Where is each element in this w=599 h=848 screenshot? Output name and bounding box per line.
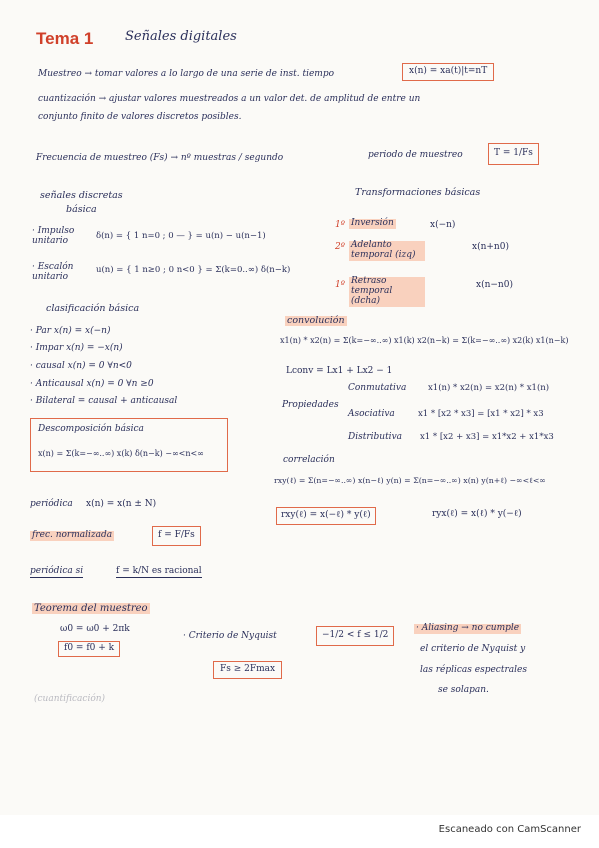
scanner-footer: [0, 815, 599, 848]
transf-3-formula: x(n−n0): [476, 280, 513, 290]
cuantizacion-line-1: cuantización → ajustar valores muestreados a un valor det. de amplitud de entre un: [38, 94, 421, 104]
propiedad-asociativa-name: Asociativa: [348, 409, 395, 419]
clasificacion-bilateral: · Bilateral = causal + anticausal: [30, 396, 178, 406]
aliasing-line-4: se solapan.: [438, 685, 489, 695]
correlacion-rel-1: rxy(ℓ) = x(−ℓ) * y(ℓ): [276, 507, 376, 525]
aliasing-line-1: · Aliasing → no cumple: [416, 623, 520, 633]
propiedad-conmutativa-formula: x1(n) * x2(n) = x2(n) * x1(n): [428, 383, 550, 393]
nyquist-formula: −1/2 < f ≤ 1/2: [316, 626, 394, 646]
correlacion-formula: rxy(ℓ) = Σ(n=−∞..∞) x(n−ℓ) y(n) = Σ(n=−∞..∞) x(n) y(n+ℓ) −∞<ℓ<∞: [274, 476, 546, 485]
page-title: Tema 1: [36, 29, 94, 48]
clasificacion-anticausal: · Anticausal x(n) = 0 ∀n ≥0: [30, 379, 154, 389]
transformaciones-heading: Transformaciones básicas: [355, 187, 481, 198]
periodica-label: periódica: [30, 499, 73, 509]
descomposicion-formula: x(n) = Σ(k=−∞..∞) x(k) δ(n−k) −∞<n<∞: [38, 449, 204, 458]
convolucion-longitud: Lconv = Lx1 + Lx2 − 1: [286, 366, 393, 376]
periodo-formula: T = 1/Fs: [488, 143, 539, 165]
teorema-heading: Teorema del muestreo: [34, 603, 148, 614]
transf-1-label: Inversión: [351, 218, 394, 228]
teorema-w-formula: ω0 = ω0 + 2πk: [60, 624, 130, 634]
clasificacion-causal: · causal x(n) = 0 ∀n<0: [30, 361, 132, 371]
aliasing-line-3: las réplicas espectrales: [420, 665, 527, 675]
correlacion-rel-2: ryx(ℓ) = x(ℓ) * y(−ℓ): [432, 509, 522, 519]
scanner-watermark: Escaneado con CamScanner: [438, 824, 581, 835]
senales-heading-sub: básica: [66, 204, 97, 215]
frec-normalizada-formula: f = F/Fs: [152, 526, 201, 546]
clasificacion-impar: · Impar x(n) = −x(n): [30, 343, 123, 353]
convolucion-heading: convolución: [287, 315, 345, 326]
page-subtitle: Señales digitales: [125, 29, 237, 44]
transf-1-formula: x(−n): [430, 220, 456, 230]
frec-normalizada-label: frec. normalizada: [32, 530, 113, 540]
transf-1-num: 1º: [335, 220, 345, 230]
periodica-formula: x(n) = x(n ± N): [86, 499, 157, 509]
teorema-f-formula: f0 = f0 + k: [58, 641, 120, 657]
fs-formula: Fs ≥ 2Fmax: [213, 661, 282, 679]
impulso-label: · Impulso unitario: [32, 226, 75, 246]
muestreo-formula: x(n) = xa(t)|t=nT: [402, 63, 494, 81]
descomposicion-heading: Descomposición básica: [38, 424, 144, 434]
transf-3-num: 1º: [335, 280, 345, 290]
propiedades-label: Propiedades: [282, 400, 339, 410]
escalon-label: · Escalón unitario: [32, 262, 74, 282]
muestreo-definition: Muestreo → tomar valores a lo largo de una serie de inst. tiempo: [38, 69, 335, 79]
nyquist-label: · Criterio de Nyquist: [183, 631, 277, 641]
cuantizacion-line-2: conjunto finito de valores discretos posibles.: [38, 112, 242, 122]
periodica-si-formula: f = k/N es racional: [116, 566, 202, 576]
correlacion-heading: correlación: [283, 455, 335, 465]
propiedad-asociativa-formula: x1 * [x2 * x3] = [x1 * x2] * x3: [418, 409, 544, 419]
escalon-formula: u(n) = { 1 n≥0 ; 0 n<0 } = Σ(k=0..∞) δ(n−k): [96, 265, 291, 275]
cuantificacion-faint: (cuantificación): [34, 694, 106, 704]
aliasing-line-2: el criterio de Nyquist y: [420, 644, 526, 654]
propiedad-distributiva-name: Distributiva: [348, 432, 403, 442]
convolucion-formula: x1(n) * x2(n) = Σ(k=−∞..∞) x1(k) x2(n−k) = Σ(k=−∞..∞) x2(k) x1(n−k): [280, 336, 569, 345]
clasificacion-heading: clasificación básica: [46, 303, 140, 314]
senales-heading: señales discretas: [40, 190, 123, 201]
propiedad-conmutativa-name: Conmutativa: [348, 383, 407, 393]
impulso-formula: δ(n) = { 1 n=0 ; 0 — } = u(n) − u(n−1): [96, 231, 266, 241]
propiedad-distributiva-formula: x1 * [x2 + x3] = x1*x2 + x1*x3: [420, 432, 554, 442]
periodica-si-label: periódica si: [30, 566, 84, 576]
transf-3-label: Retraso temporal (dcha): [349, 277, 425, 307]
frecuencia-muestreo: Frecuencia de muestreo (Fs) → nº muestras / segundo: [36, 153, 284, 163]
periodo-label: periodo de muestreo: [368, 150, 463, 160]
transf-2-num: 2º: [335, 242, 345, 252]
transf-2-label: Adelanto temporal (izq): [349, 241, 425, 261]
transf-2-formula: x(n+n0): [472, 242, 509, 252]
clasificacion-par: · Par x(n) = x(−n): [30, 326, 111, 336]
